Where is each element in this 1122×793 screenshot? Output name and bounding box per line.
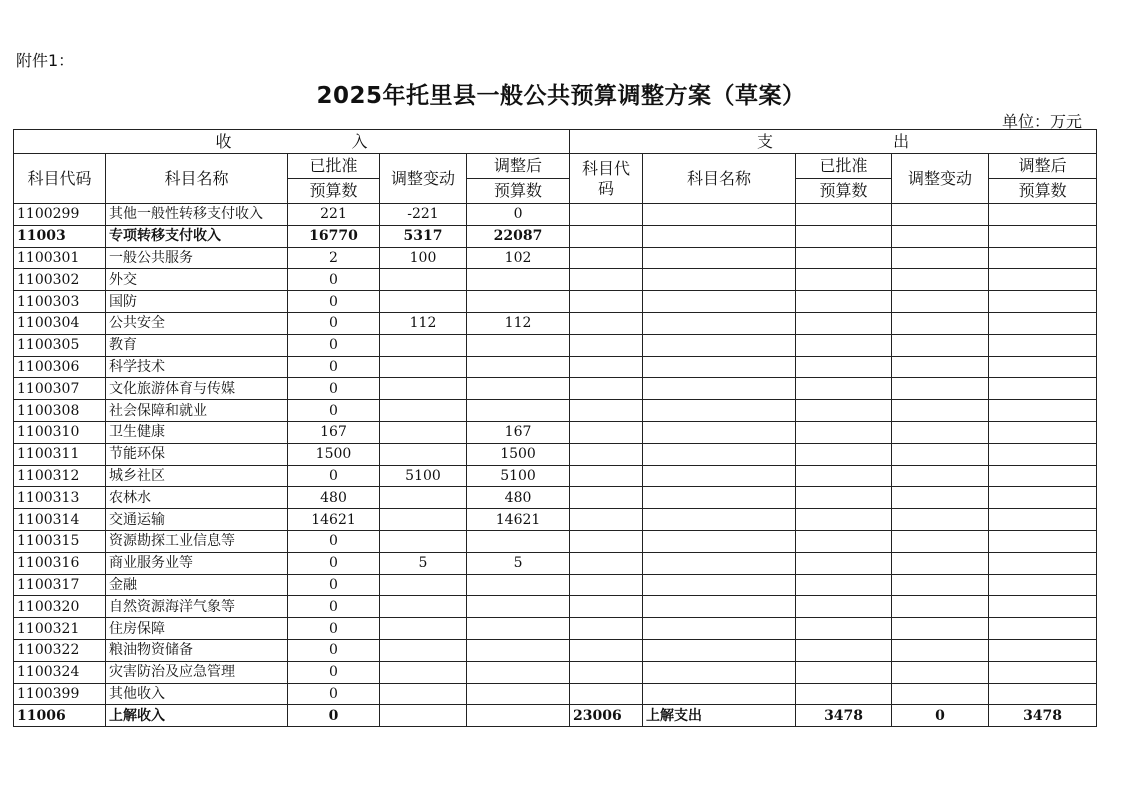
cell-exp-name: 上解支出 <box>643 705 796 727</box>
cell-code: 1100399 <box>14 683 106 705</box>
cell-exp-name <box>643 334 796 356</box>
cell-exp-change <box>892 443 989 465</box>
cell-exp-change <box>892 225 989 247</box>
table-row <box>14 204 1097 226</box>
cell-adjusted: 5100 <box>467 465 570 487</box>
cell-exp-code: 23006 <box>570 705 643 727</box>
cell-exp-change <box>892 356 989 378</box>
cell-name: 节能环保 <box>106 443 288 465</box>
unit-label: 单位：万元 <box>1002 112 1083 131</box>
cell-change <box>380 509 467 531</box>
cell-exp-code <box>570 574 643 596</box>
cell-exp-adjusted <box>989 683 1097 705</box>
cell-exp-change <box>892 683 989 705</box>
table-row <box>14 400 1097 422</box>
table-row <box>14 618 1097 640</box>
col-header-name: 科目名称 <box>106 154 288 204</box>
cell-exp-approved <box>796 291 892 313</box>
cell-adjusted: 5 <box>467 552 570 574</box>
col-header-exp-adjusted-line2: 预算数 <box>989 179 1097 204</box>
table-row <box>14 269 1097 291</box>
cell-exp-approved <box>796 465 892 487</box>
cell-adjusted <box>467 356 570 378</box>
cell-code: 1100324 <box>14 661 106 683</box>
cell-exp-adjusted <box>989 639 1097 661</box>
cell-adjusted: 14621 <box>467 509 570 531</box>
cell-name: 国防 <box>106 291 288 313</box>
col-header-approved-line2: 预算数 <box>288 179 380 204</box>
cell-code: 1100303 <box>14 291 106 313</box>
cell-exp-approved <box>796 378 892 400</box>
cell-exp-code <box>570 618 643 640</box>
cell-adjusted <box>467 618 570 640</box>
cell-name: 科学技术 <box>106 356 288 378</box>
cell-approved: 1500 <box>288 443 380 465</box>
cell-exp-adjusted <box>989 487 1097 509</box>
cell-name: 自然资源海洋气象等 <box>106 596 288 618</box>
cell-exp-name <box>643 509 796 531</box>
cell-exp-approved: 3478 <box>796 705 892 727</box>
cell-exp-code <box>570 400 643 422</box>
col-header-exp-change: 调整变动 <box>892 154 989 204</box>
col-header-change: 调整变动 <box>380 154 467 204</box>
cell-approved: 0 <box>288 356 380 378</box>
cell-change: 100 <box>380 247 467 269</box>
cell-code: 1100313 <box>14 487 106 509</box>
cell-exp-approved <box>796 334 892 356</box>
table-row <box>14 639 1097 661</box>
cell-exp-name <box>643 465 796 487</box>
cell-exp-adjusted <box>989 618 1097 640</box>
cell-code: 1100314 <box>14 509 106 531</box>
cell-approved: 2 <box>288 247 380 269</box>
col-header-exp-name: 科目名称 <box>643 154 796 204</box>
cell-exp-change <box>892 204 989 226</box>
cell-code: 1100304 <box>14 312 106 334</box>
cell-name: 卫生健康 <box>106 421 288 443</box>
cell-exp-approved <box>796 574 892 596</box>
cell-exp-change <box>892 574 989 596</box>
table-row <box>14 552 1097 574</box>
cell-exp-name <box>643 204 796 226</box>
cell-approved: 0 <box>288 530 380 552</box>
cell-exp-approved <box>796 661 892 683</box>
cell-exp-name <box>643 269 796 291</box>
expense-section-header <box>570 130 1097 154</box>
cell-exp-name <box>643 683 796 705</box>
cell-exp-code <box>570 378 643 400</box>
exp-code-line1: 科目代 <box>582 158 631 178</box>
cell-exp-code <box>570 291 643 313</box>
cell-code: 1100311 <box>14 443 106 465</box>
cell-exp-code <box>570 356 643 378</box>
attachment-label: 附件1： <box>16 51 75 70</box>
cell-code: 1100310 <box>14 421 106 443</box>
cell-code: 1100320 <box>14 596 106 618</box>
cell-adjusted <box>467 530 570 552</box>
cell-exp-adjusted <box>989 204 1097 226</box>
cell-exp-change <box>892 291 989 313</box>
cell-adjusted <box>467 291 570 313</box>
cell-exp-change <box>892 378 989 400</box>
cell-name: 金融 <box>106 574 288 596</box>
income-header-char-1: 收 <box>215 131 232 151</box>
cell-change <box>380 618 467 640</box>
cell-approved: 0 <box>288 312 380 334</box>
cell-change: -221 <box>380 204 467 226</box>
header-row-sections <box>14 130 1097 154</box>
cell-name: 外交 <box>106 269 288 291</box>
table-row <box>14 421 1097 443</box>
cell-code: 1100312 <box>14 465 106 487</box>
cell-adjusted: 112 <box>467 312 570 334</box>
col-header-exp-adjusted-line1: 调整后 <box>989 154 1097 179</box>
cell-change <box>380 356 467 378</box>
table-row <box>14 247 1097 269</box>
cell-code: 1100299 <box>14 204 106 226</box>
cell-exp-adjusted <box>989 356 1097 378</box>
cell-adjusted <box>467 269 570 291</box>
table-row <box>14 661 1097 683</box>
cell-approved: 0 <box>288 596 380 618</box>
cell-exp-approved <box>796 443 892 465</box>
cell-code: 1100306 <box>14 356 106 378</box>
cell-exp-code <box>570 443 643 465</box>
cell-exp-approved <box>796 400 892 422</box>
cell-exp-change <box>892 596 989 618</box>
cell-name: 专项转移支付收入 <box>106 225 288 247</box>
cell-exp-approved <box>796 421 892 443</box>
cell-exp-name <box>643 443 796 465</box>
cell-name: 社会保障和就业 <box>106 400 288 422</box>
cell-exp-approved <box>796 639 892 661</box>
cell-exp-code <box>570 552 643 574</box>
cell-adjusted <box>467 574 570 596</box>
cell-exp-code <box>570 596 643 618</box>
cell-name: 文化旅游体育与传媒 <box>106 378 288 400</box>
cell-exp-change <box>892 312 989 334</box>
cell-exp-approved <box>796 683 892 705</box>
cell-adjusted <box>467 705 570 727</box>
cell-name: 公共安全 <box>106 312 288 334</box>
cell-exp-adjusted <box>989 443 1097 465</box>
cell-adjusted: 480 <box>467 487 570 509</box>
cell-exp-change: 0 <box>892 705 989 727</box>
cell-exp-adjusted <box>989 291 1097 313</box>
cell-code: 1100307 <box>14 378 106 400</box>
cell-change <box>380 400 467 422</box>
cell-change <box>380 443 467 465</box>
cell-name: 上解收入 <box>106 705 288 727</box>
cell-exp-code <box>570 225 643 247</box>
cell-approved: 0 <box>288 705 380 727</box>
cell-exp-adjusted <box>989 269 1097 291</box>
cell-exp-adjusted <box>989 530 1097 552</box>
cell-code: 1100302 <box>14 269 106 291</box>
cell-exp-adjusted <box>989 334 1097 356</box>
budget-table <box>13 129 1097 727</box>
cell-exp-change <box>892 334 989 356</box>
cell-exp-change <box>892 487 989 509</box>
cell-approved: 0 <box>288 291 380 313</box>
cell-approved: 14621 <box>288 509 380 531</box>
cell-approved: 16770 <box>288 225 380 247</box>
cell-exp-approved <box>796 596 892 618</box>
cell-code: 1100308 <box>14 400 106 422</box>
cell-name: 商业服务业等 <box>106 552 288 574</box>
table-row <box>14 312 1097 334</box>
cell-exp-adjusted <box>989 400 1097 422</box>
income-header-char-2: 入 <box>351 131 368 151</box>
cell-adjusted: 102 <box>467 247 570 269</box>
table-row <box>14 291 1097 313</box>
table-row <box>14 683 1097 705</box>
table-row <box>14 334 1097 356</box>
cell-exp-approved <box>796 530 892 552</box>
cell-exp-change <box>892 247 989 269</box>
cell-exp-approved <box>796 247 892 269</box>
cell-approved: 167 <box>288 421 380 443</box>
exp-code-line2: 码 <box>598 178 615 198</box>
cell-exp-code <box>570 421 643 443</box>
cell-exp-change <box>892 552 989 574</box>
table-row <box>14 378 1097 400</box>
cell-adjusted <box>467 378 570 400</box>
cell-exp-approved <box>796 552 892 574</box>
cell-exp-name <box>643 291 796 313</box>
cell-exp-change <box>892 400 989 422</box>
cell-exp-name <box>643 639 796 661</box>
cell-exp-change <box>892 509 989 531</box>
cell-exp-name <box>643 356 796 378</box>
cell-exp-approved <box>796 269 892 291</box>
cell-exp-name <box>643 596 796 618</box>
table-row <box>14 530 1097 552</box>
cell-exp-name <box>643 530 796 552</box>
cell-change <box>380 530 467 552</box>
table-row <box>14 443 1097 465</box>
cell-change: 112 <box>380 312 467 334</box>
cell-exp-name <box>643 487 796 509</box>
cell-approved: 0 <box>288 552 380 574</box>
cell-change <box>380 487 467 509</box>
cell-code: 1100317 <box>14 574 106 596</box>
cell-change: 5100 <box>380 465 467 487</box>
cell-change <box>380 683 467 705</box>
cell-adjusted <box>467 661 570 683</box>
cell-approved: 0 <box>288 334 380 356</box>
cell-name: 其他一般性转移支付收入 <box>106 204 288 226</box>
cell-exp-code <box>570 247 643 269</box>
cell-exp-change <box>892 269 989 291</box>
table-row <box>14 356 1097 378</box>
cell-change <box>380 334 467 356</box>
cell-name: 住房保障 <box>106 618 288 640</box>
cell-exp-code <box>570 334 643 356</box>
cell-adjusted: 1500 <box>467 443 570 465</box>
cell-adjusted: 22087 <box>467 225 570 247</box>
cell-exp-adjusted <box>989 378 1097 400</box>
cell-approved: 0 <box>288 683 380 705</box>
cell-exp-code <box>570 312 643 334</box>
col-header-adjusted-line1: 调整后 <box>467 154 570 179</box>
cell-name: 农林水 <box>106 487 288 509</box>
cell-name: 交通运输 <box>106 509 288 531</box>
cell-name: 粮油物资储备 <box>106 639 288 661</box>
cell-exp-adjusted <box>989 465 1097 487</box>
col-header-exp-approved-line1: 已批准 <box>796 154 892 179</box>
cell-code: 1100305 <box>14 334 106 356</box>
cell-exp-name <box>643 574 796 596</box>
cell-adjusted <box>467 334 570 356</box>
cell-adjusted: 0 <box>467 204 570 226</box>
cell-change <box>380 705 467 727</box>
cell-approved: 0 <box>288 661 380 683</box>
cell-exp-name <box>643 618 796 640</box>
cell-exp-name <box>643 552 796 574</box>
table-row <box>14 509 1097 531</box>
cell-approved: 221 <box>288 204 380 226</box>
table-row <box>14 487 1097 509</box>
cell-change <box>380 269 467 291</box>
cell-approved: 0 <box>288 618 380 640</box>
cell-exp-adjusted <box>989 509 1097 531</box>
cell-name: 教育 <box>106 334 288 356</box>
table-row <box>14 225 1097 247</box>
cell-name: 其他收入 <box>106 683 288 705</box>
cell-code: 1100315 <box>14 530 106 552</box>
cell-exp-name <box>643 421 796 443</box>
cell-exp-adjusted <box>989 312 1097 334</box>
cell-code: 1100322 <box>14 639 106 661</box>
cell-exp-name <box>643 400 796 422</box>
cell-exp-adjusted <box>989 421 1097 443</box>
col-header-adjusted-line2: 预算数 <box>467 179 570 204</box>
cell-change <box>380 639 467 661</box>
cell-exp-code <box>570 661 643 683</box>
cell-change: 5317 <box>380 225 467 247</box>
cell-adjusted: 167 <box>467 421 570 443</box>
cell-approved: 0 <box>288 378 380 400</box>
cell-name: 城乡社区 <box>106 465 288 487</box>
table-row <box>14 705 1097 727</box>
cell-code: 1100301 <box>14 247 106 269</box>
cell-exp-approved <box>796 487 892 509</box>
table-row <box>14 465 1097 487</box>
cell-approved: 0 <box>288 269 380 291</box>
cell-exp-code <box>570 639 643 661</box>
cell-exp-code <box>570 683 643 705</box>
cell-approved: 480 <box>288 487 380 509</box>
cell-exp-adjusted <box>989 225 1097 247</box>
cell-approved: 0 <box>288 574 380 596</box>
cell-exp-adjusted <box>989 247 1097 269</box>
col-header-approved-line1: 已批准 <box>288 154 380 179</box>
cell-exp-code <box>570 269 643 291</box>
cell-change <box>380 291 467 313</box>
cell-exp-name <box>643 378 796 400</box>
cell-exp-adjusted <box>989 574 1097 596</box>
cell-change <box>380 378 467 400</box>
page-title: 2025年托里县一般公共预算调整方案（草案） <box>316 83 806 109</box>
cell-exp-change <box>892 465 989 487</box>
cell-change <box>380 421 467 443</box>
cell-exp-name <box>643 247 796 269</box>
cell-change: 5 <box>380 552 467 574</box>
cell-code: 11003 <box>14 225 106 247</box>
cell-exp-approved <box>796 225 892 247</box>
cell-name: 资源勘探工业信息等 <box>106 530 288 552</box>
cell-exp-name <box>643 661 796 683</box>
cell-exp-code <box>570 509 643 531</box>
cell-name: 灾害防治及应急管理 <box>106 661 288 683</box>
cell-change <box>380 596 467 618</box>
col-header-exp-code <box>570 154 643 204</box>
cell-exp-adjusted: 3478 <box>989 705 1097 727</box>
cell-exp-adjusted <box>989 596 1097 618</box>
cell-exp-adjusted <box>989 661 1097 683</box>
expense-header-char-2: 出 <box>893 131 910 151</box>
cell-exp-approved <box>796 509 892 531</box>
cell-exp-change <box>892 618 989 640</box>
income-section-header <box>14 130 570 154</box>
cell-exp-change <box>892 661 989 683</box>
cell-exp-name <box>643 225 796 247</box>
cell-exp-approved <box>796 356 892 378</box>
cell-exp-code <box>570 487 643 509</box>
expense-header-char-1: 支 <box>757 131 774 151</box>
cell-exp-approved <box>796 618 892 640</box>
cell-adjusted <box>467 400 570 422</box>
cell-adjusted <box>467 683 570 705</box>
cell-approved: 0 <box>288 400 380 422</box>
cell-adjusted <box>467 639 570 661</box>
col-header-exp-approved-line2: 预算数 <box>796 179 892 204</box>
cell-code: 1100321 <box>14 618 106 640</box>
cell-exp-code <box>570 465 643 487</box>
cell-exp-code <box>570 530 643 552</box>
cell-approved: 0 <box>288 639 380 661</box>
col-header-code: 科目代码 <box>14 154 106 204</box>
cell-code: 11006 <box>14 705 106 727</box>
cell-change <box>380 661 467 683</box>
cell-exp-change <box>892 639 989 661</box>
cell-exp-approved <box>796 204 892 226</box>
cell-exp-code <box>570 204 643 226</box>
cell-approved: 0 <box>288 465 380 487</box>
cell-adjusted <box>467 596 570 618</box>
header-row-columns-1 <box>14 154 1097 179</box>
table-row <box>14 596 1097 618</box>
cell-exp-change <box>892 421 989 443</box>
cell-code: 1100316 <box>14 552 106 574</box>
cell-exp-approved <box>796 312 892 334</box>
table-row <box>14 574 1097 596</box>
cell-exp-adjusted <box>989 552 1097 574</box>
cell-exp-name <box>643 312 796 334</box>
cell-name: 一般公共服务 <box>106 247 288 269</box>
cell-change <box>380 574 467 596</box>
cell-exp-change <box>892 530 989 552</box>
